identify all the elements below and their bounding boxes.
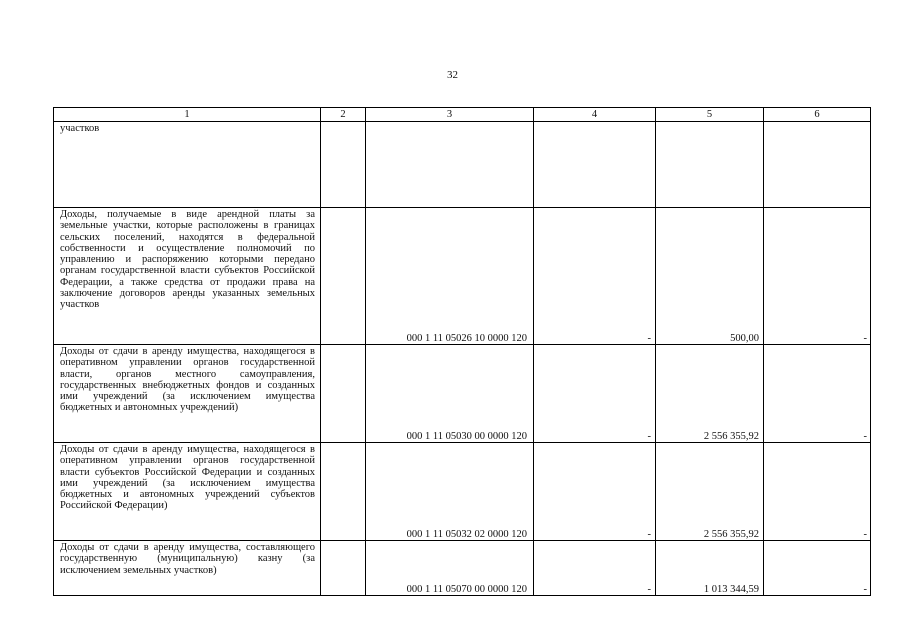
table-row bbox=[54, 541, 871, 596]
row-col5: 500,00 bbox=[656, 208, 764, 345]
column-header-6: 6 bbox=[764, 108, 871, 122]
page-number: 32 bbox=[447, 69, 458, 81]
row-col4: - bbox=[534, 345, 656, 443]
row-col6: - bbox=[764, 541, 871, 596]
table-row bbox=[54, 345, 871, 443]
column-header-4: 4 bbox=[534, 108, 656, 122]
table-row bbox=[54, 122, 871, 208]
row-col4 bbox=[534, 122, 656, 208]
row-description: Доходы от сдачи в аренду имущества, находящегося в оперативном управлении органов государственной власти субъектов Российской Федерации и созданных ими учреждений (за исключением имущества бюджетных и автономных учреждений субъектов Российской Федерации) bbox=[54, 443, 321, 541]
row-code: 000 1 11 05026 10 0000 120 bbox=[366, 208, 534, 345]
row-col6: - bbox=[764, 443, 871, 541]
row-col2 bbox=[321, 345, 366, 443]
row-col2 bbox=[321, 443, 366, 541]
column-header-2: 2 bbox=[321, 108, 366, 122]
row-col2 bbox=[321, 208, 366, 345]
row-description: участков bbox=[54, 122, 321, 208]
row-code: 000 1 11 05032 02 0000 120 bbox=[366, 443, 534, 541]
budget-revenue-table bbox=[53, 107, 871, 596]
row-col6 bbox=[764, 122, 871, 208]
row-code: 000 1 11 05070 00 0000 120 bbox=[366, 541, 534, 596]
row-col4: - bbox=[534, 443, 656, 541]
table-row bbox=[54, 208, 871, 345]
row-col2 bbox=[321, 541, 366, 596]
column-header-1: 1 bbox=[54, 108, 321, 122]
row-col4: - bbox=[534, 541, 656, 596]
row-col6: - bbox=[764, 208, 871, 345]
row-col6: - bbox=[764, 345, 871, 443]
row-description: Доходы от сдачи в аренду имущества, находящегося в оперативном управлении органов государственной власти, органов местного самоуправления, государственных внебюджетных фондов и созданных ими учреждений (за исключением имущества бюджетных и автономных учреждений) bbox=[54, 345, 321, 443]
row-description: Доходы от сдачи в аренду имущества, составляющего государственную (муниципальную) казну (за исключением земельных участков) bbox=[54, 541, 321, 596]
row-description: Доходы, получаемые в виде арендной платы за земельные участки, которые расположены в границах сельских поселений, находятся в федеральной собственности и осуществление полномочий по управлению и распоряжению которыми передано органам государственной власти субъектов Российской Федерации, а также средства от продажи права на заключение договоров аренды указанных земельных участков bbox=[54, 208, 321, 345]
column-header-3: 3 bbox=[366, 108, 534, 122]
row-col2 bbox=[321, 122, 366, 208]
table-row bbox=[54, 443, 871, 541]
row-col5: 2 556 355,92 bbox=[656, 345, 764, 443]
row-col5: 2 556 355,92 bbox=[656, 443, 764, 541]
column-header-5: 5 bbox=[656, 108, 764, 122]
row-col5 bbox=[656, 122, 764, 208]
row-code: 000 1 11 05030 00 0000 120 bbox=[366, 345, 534, 443]
row-col5: 1 013 344,59 bbox=[656, 541, 764, 596]
row-code bbox=[366, 122, 534, 208]
table-header-row bbox=[54, 108, 871, 122]
row-col4: - bbox=[534, 208, 656, 345]
